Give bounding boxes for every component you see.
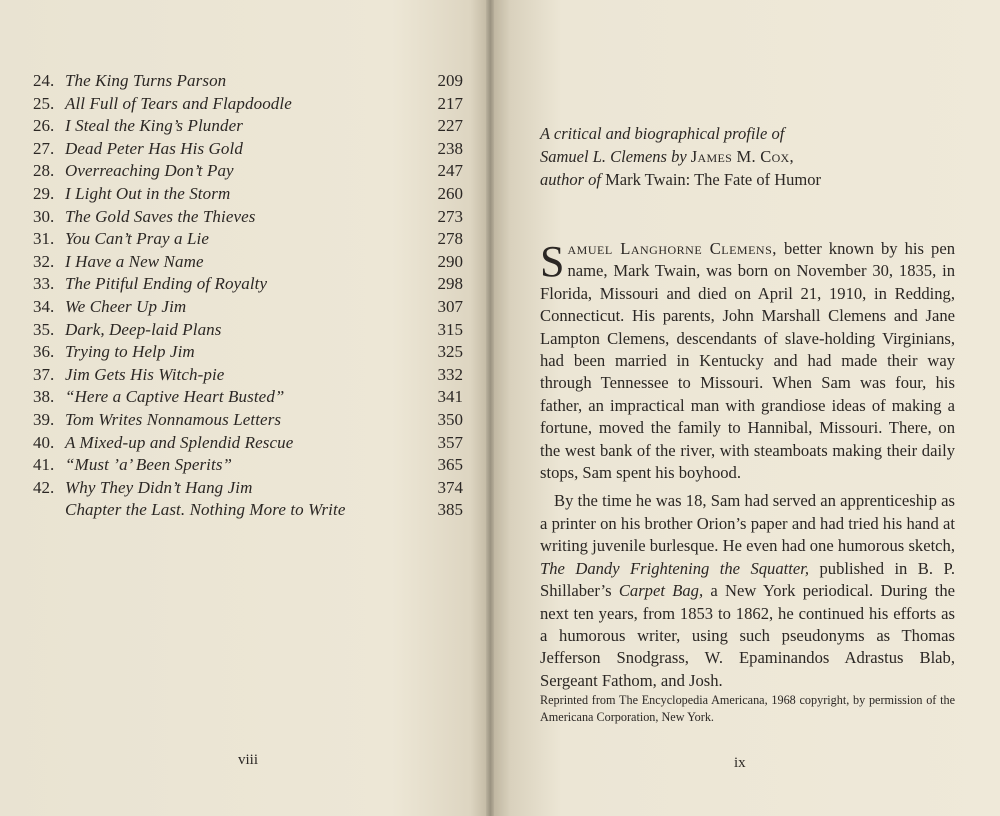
toc-row xyxy=(33,499,463,522)
toc-page-number: 374 xyxy=(437,477,463,497)
periodical-title: Carpet Bag, xyxy=(618,581,704,601)
gutter xyxy=(486,0,494,816)
toc-chapter-number: 42. xyxy=(33,477,55,497)
toc-chapter-number: 36. xyxy=(33,342,55,362)
toc-chapter-title: Dark, Deep-laid Plans xyxy=(65,319,222,339)
toc-page-number: 357 xyxy=(437,432,463,452)
toc-page-number: 341 xyxy=(437,387,463,407)
paragraph-2-part-2: published in B. P. Shillaber’s xyxy=(540,558,955,601)
profile-book-title: Mark Twain: The Fate of Humor xyxy=(605,170,821,189)
lead-in: amuel Langhorne Clemens, xyxy=(567,239,777,258)
toc-row xyxy=(33,138,463,161)
toc-chapter-title: Trying to Help Jim xyxy=(65,342,195,362)
toc-page-number: 365 xyxy=(437,455,463,475)
toc-row xyxy=(33,341,463,364)
toc-page-number: 315 xyxy=(437,319,463,339)
toc-chapter-number: 38. xyxy=(33,387,55,407)
toc-chapter-title: Why They Didn’t Hang Jim xyxy=(65,477,253,497)
toc-chapter-number: 39. xyxy=(33,409,55,429)
toc-page-number: 209 xyxy=(437,71,463,90)
toc-chapter-title: The Pitiful Ending of Royalty xyxy=(65,274,268,294)
profile-line-1: A critical and biographical profile of xyxy=(540,124,785,143)
toc-chapter-number: 33. xyxy=(33,274,55,294)
toc-chapter-title: Chapter the Last. Nothing More to Write xyxy=(65,500,346,520)
toc-row xyxy=(33,364,463,387)
table-of-contents xyxy=(33,70,463,522)
toc-page-number: 273 xyxy=(437,206,463,226)
toc-row xyxy=(33,432,463,455)
profile-author: James M. Cox, xyxy=(690,147,794,166)
paragraph-1-text: better known by his pen name, Mark Twain, was born on November 30, 1835, in Florida, Missouri and died on April 21, 1910, in Redding, Connecticut. His parents, John Marshall Clemens and Jane Lampton Clemens, descendants of slave-holding Virginians, had been married in Kentucky and had made their way through Tennessee to Missouri. When Sam was four, his father, an impractical man with grandiose ideas of making a fortune, moved the family to Hannibal, Missouri. There, on the west bank of the river, with steamboats making their daily stops, Sam spent his boyhood. xyxy=(540,239,955,483)
profile-subject: Samuel L. Clemens by xyxy=(540,147,687,166)
toc-page-number: 307 xyxy=(437,296,463,316)
toc-chapter-title: You Can’t Pray a Lie xyxy=(65,229,210,249)
toc-row xyxy=(33,251,463,274)
toc-page-number: 385 xyxy=(437,500,463,520)
toc-chapter-title: Dead Peter Has His Gold xyxy=(65,138,243,158)
toc-chapter-number: 40. xyxy=(33,432,55,452)
toc-chapter-title: Overreaching Don’t Pay xyxy=(65,161,234,181)
paragraph-2-part-3: a New York periodical. During the next ten years, from 1853 to 1862, he continued his efforts as a humorous writer, using such pseudonyms as Thomas Jefferson Snodgrass, W. Epaminandos Adrastus Blab, Sergeant Fathom, and Josh. xyxy=(540,581,955,690)
toc-row xyxy=(33,183,463,206)
toc-row xyxy=(33,160,463,183)
toc-chapter-title: Tom Writes Nonnamous Letters xyxy=(65,409,282,429)
toc-chapter-number: 31. xyxy=(33,229,55,249)
toc-chapter-title: I Light Out in the Storm xyxy=(65,183,231,203)
left-page xyxy=(0,0,490,816)
toc-row xyxy=(33,454,463,477)
toc-row xyxy=(33,115,463,138)
biography-body xyxy=(540,238,955,692)
toc-chapter-number: 24. xyxy=(33,71,55,90)
toc-chapter-number: 35. xyxy=(33,319,55,339)
toc-page-number: 227 xyxy=(437,116,463,136)
toc-chapter-number: 28. xyxy=(33,161,55,181)
toc-chapter-title: “Here a Captive Heart Busted” xyxy=(65,387,285,407)
toc-chapter-number: 30. xyxy=(33,206,55,226)
toc-row xyxy=(33,319,463,342)
toc-chapter-title: “Must ’a’ Been Sperits” xyxy=(65,455,233,475)
page-number-right: ix xyxy=(734,755,746,771)
toc-page-number: 350 xyxy=(437,409,463,429)
toc-row xyxy=(33,477,463,500)
toc-chapter-number: 29. xyxy=(33,183,55,203)
toc-chapter-number: 34. xyxy=(33,296,55,316)
page-number-left: viii xyxy=(238,752,259,768)
toc-chapter-number: 27. xyxy=(33,138,55,158)
profile-line-3 xyxy=(540,168,980,191)
toc-page-number: 247 xyxy=(437,161,463,181)
toc-chapter-title: I Steal the King’s Plunder xyxy=(65,116,243,136)
toc-chapter-number: 25. xyxy=(33,93,55,113)
toc-chapter-number: 37. xyxy=(33,364,55,384)
toc-page-number: 332 xyxy=(437,364,463,384)
reprint-note: Reprinted from The Encyclopedia Americana, 1968 copyright, by permission of the Americana Corporation, New York. xyxy=(540,693,955,724)
paragraph-2-part-1: By the time he was 18, Sam had served an apprenticeship as a printer on his brother Orion’s paper and had tried his hand at writing juvenile burlesque. He even had one humorous sketch, xyxy=(540,491,955,556)
toc-chapter-title: We Cheer Up Jim xyxy=(65,296,187,316)
toc-chapter-number: 26. xyxy=(33,116,55,136)
toc-row xyxy=(33,386,463,409)
profile-line-2 xyxy=(540,145,980,168)
drop-cap: S xyxy=(540,237,565,286)
toc-chapter-title: A Mixed-up and Splendid Rescue xyxy=(65,432,294,452)
profile-author-of: author of xyxy=(540,170,601,189)
toc-page-number: 298 xyxy=(437,274,463,294)
toc-row xyxy=(33,409,463,432)
toc-chapter-title: Jim Gets His Witch-pie xyxy=(65,364,225,384)
toc-chapter-number: 41. xyxy=(33,455,55,475)
toc-page-number: 278 xyxy=(437,229,463,249)
paragraph-1 xyxy=(540,238,955,484)
profile-heading xyxy=(540,122,980,191)
toc-row xyxy=(33,93,463,116)
sketch-title: The Dandy Frightening the Squatter, xyxy=(540,558,810,578)
toc-chapter-title: The Gold Saves the Thieves xyxy=(65,206,256,226)
toc-chapter-title: I Have a New Name xyxy=(65,251,204,271)
toc-chapter-number: 32. xyxy=(33,251,55,271)
right-page xyxy=(490,0,1000,816)
toc-row xyxy=(33,206,463,229)
toc-row xyxy=(33,70,463,93)
toc-chapter-title: All Full of Tears and Flapdoodle xyxy=(65,93,292,113)
paragraph-2 xyxy=(540,490,955,692)
toc-row xyxy=(33,296,463,319)
toc-row xyxy=(33,228,463,251)
toc-page-number: 325 xyxy=(437,342,463,362)
toc-page-number: 217 xyxy=(437,93,463,113)
toc-page-number: 238 xyxy=(437,138,463,158)
toc-page-number: 290 xyxy=(437,251,463,271)
toc-chapter-title: The King Turns Parson xyxy=(65,71,227,90)
toc-page-number: 260 xyxy=(437,183,463,203)
toc-row xyxy=(33,273,463,296)
